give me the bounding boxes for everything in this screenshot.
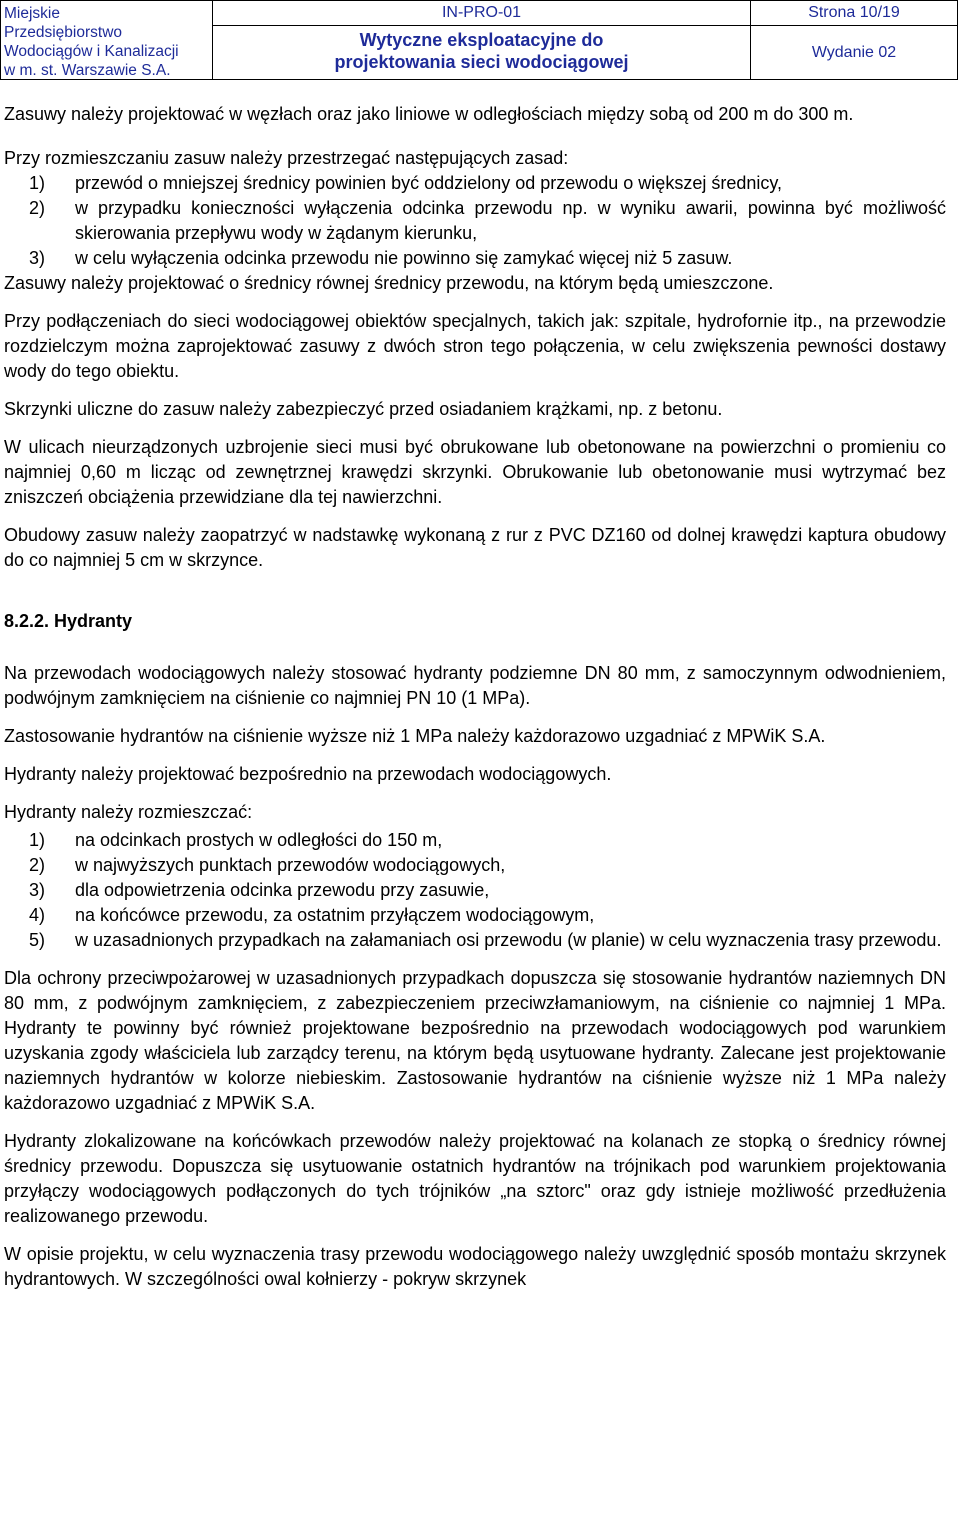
paragraph: Hydranty należy projektować bezpośrednio na przewodach wodociągowych. (4, 764, 612, 784)
list-item (4, 828, 946, 853)
list-item (4, 928, 946, 953)
paragraph: Zasuwy należy projektować w węzłach oraz jako liniowe w odległościach między sobą od 200 m do 300 m. (4, 104, 854, 124)
page-info-cell (751, 1, 958, 79)
document-title (213, 26, 750, 79)
list-text: na odcinkach prostych w odległości do 150 m, (75, 830, 443, 850)
paragraph: Skrzynki uliczne do zasuw należy zabezpieczyć przed osiadaniem krążkami, np. z betonu. (4, 399, 723, 419)
list-number: 1) (29, 830, 46, 850)
paragraph: Dla ochrony przeciwpożarowej w uzasadnionych przypadkach dopuszcza się stosowanie hydrantów naziemnych DN 80 mm, z podwójnym zamknięciem, z zabezpieczeniem przeciwzłamaniowym, na ciśnienie co najmniej 1 MPa. Hydranty te powinny być również projektowane bezpośrednio na przewodach wodociągowych pod warunkiem uzyskania zgody właściciela lub zarządcy terenu, na którym będą usytuowane hydranty. Zalecane jest projektowanie naziemnych hydrantów w kolorze niebieskim. Zastosowanie hydrantów na ciśnienie wyższe niż 1 MPa należy każdorazowo uzgadniać z MPWiK S.A. (4, 968, 946, 1113)
paragraph: Przy podłączeniach do sieci wodociągowej obiektów specjalnych, takich jak: szpitale, hydrofornie itp., na przewodzie rozdzielczym można zaprojektować zasuwy z dwóch stron tego połączenia, w celu zwiększenia pewności dostawy wody do tego obiektu. (4, 311, 946, 381)
list-number: 3) (29, 880, 46, 900)
list-item (4, 903, 946, 928)
document-title-line: projektowania sieci wodociągowej (334, 52, 629, 72)
document-code: IN-PRO-01 (213, 1, 750, 26)
list-text: dla odpowietrzenia odcinka przewodu przy zasuwie, (75, 880, 490, 900)
org-line: Przedsiębiorstwo (4, 24, 123, 41)
document-header (0, 0, 958, 80)
paragraph: Hydranty należy rozmieszczać: (4, 802, 253, 822)
list-item (4, 196, 946, 246)
list-number: 2) (29, 855, 46, 875)
paragraph: Zasuwy należy projektować o średnicy równej średnicy przewodu, na którym będą umieszczone. (4, 273, 774, 293)
page-number: Strona 10/19 (751, 1, 957, 26)
list-text: w przypadku konieczności wyłączenia odcinka przewodu np. w wyniku awarii, powinna być możliwość skierowania przepływu wody w żądanym kierunku, (75, 198, 946, 243)
list-text: w celu wyłączenia odcinka przewodu nie powinno się zamykać więcej niż 5 zasuw. (75, 248, 733, 268)
organization-name (1, 1, 213, 79)
section-heading: 8.2.2. Hydranty (4, 611, 133, 631)
list-text: w najwyższych punktach przewodów wodociągowych, (75, 855, 506, 875)
list-item (4, 853, 946, 878)
list-item (4, 878, 946, 903)
list-item (4, 246, 946, 271)
paragraph: Przy rozmieszczaniu zasuw należy przestrzegać następujących zasad: (4, 148, 569, 168)
list-text: na końcówce przewodu, za ostatnim przyłączem wodociągowym, (75, 905, 595, 925)
list-item (4, 171, 946, 196)
list-number: 4) (29, 905, 46, 925)
list-text: przewód o mniejszej średnicy powinien być oddzielony od przewodu o większej średnicy, (75, 173, 783, 193)
paragraph: Zastosowanie hydrantów na ciśnienie wyższe niż 1 MPa należy każdorazowo uzgadniać z MPWiK S.A. (4, 726, 826, 746)
paragraph: W opisie projektu, w celu wyznaczenia trasy przewodu wodociągowego należy uwzględnić sposób montażu skrzynek hydrantowych. W szczególności owal kołnierzy - pokryw skrzynek (4, 1244, 946, 1289)
paragraph: W ulicach nieurządzonych uzbrojenie sieci musi być obrukowane lub obetonowane na powierzchni o promieniu co najmniej 0,60 m licząc od zewnętrznej krawędzi skrzynki. Obrukowanie lub obetonowanie musi wytrzymać bez zniszczeń obciążenia przewidziane dla tej nawierzchni. (4, 437, 946, 507)
document-title-line: Wytyczne eksploatacyjne do (359, 30, 604, 50)
org-line: w m. st. Warszawie S.A. (4, 62, 171, 79)
list-number: 3) (29, 248, 46, 268)
list-number: 1) (29, 173, 46, 193)
org-line: Wodociągów i Kanalizacji (4, 43, 179, 60)
list-text: w uzasadnionych przypadkach na załamaniach osi przewodu (w planie) w celu wyznaczenia trasy przewodu. (75, 930, 942, 950)
org-line: Miejskie (4, 5, 60, 22)
edition: Wydanie 02 (811, 43, 897, 61)
paragraph: Na przewodach wodociągowych należy stosować hydranty podziemne DN 80 mm, z samoczynnym odwodnieniem, podwójnym zamknięciem na ciśnienie co najmniej PN 10 (1 MPa). (4, 663, 946, 708)
document-title-cell (213, 1, 751, 79)
document-body (4, 102, 946, 1292)
list-number: 2) (29, 198, 46, 218)
paragraph: Obudowy zasuw należy zaopatrzyć w nadstawkę wykonaną z rur z PVC DZ160 od dolnej krawędzi kaptura obudowy do co najmniej 5 cm w skrzynce. (4, 525, 946, 570)
list-number: 5) (29, 930, 46, 950)
paragraph: Hydranty zlokalizowane na końcówkach przewodów należy projektować na kolanach ze stopką o średnicy równej średnicy przewodu. Dopuszcza się usytuowanie ostatnich hydrantów na trójnikach pod warunkiem projektowania przyłączy wodociągowych podłączonych do tych trójników „na sztorc" oraz gdy istnieje możliwość przedłużenia realizowanego przewodu. (4, 1131, 946, 1226)
valve-rules-list (4, 171, 946, 271)
hydrant-placement-list (4, 828, 946, 953)
